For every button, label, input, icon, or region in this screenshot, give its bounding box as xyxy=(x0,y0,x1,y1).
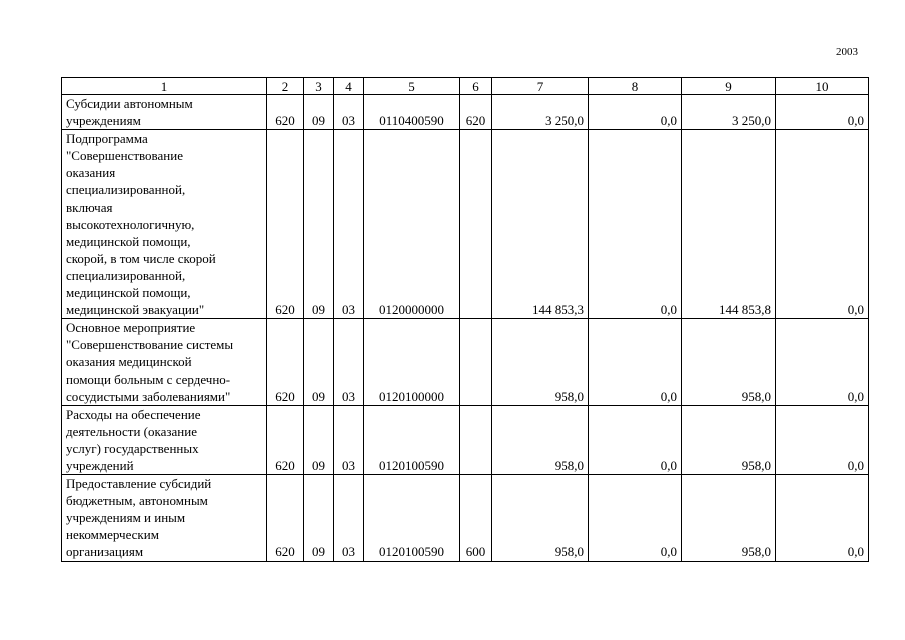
name-line: специализированной, xyxy=(66,267,186,283)
amount-col9: 958,0 xyxy=(682,405,776,474)
amount-col7: 958,0 xyxy=(492,405,589,474)
amount-col7: 958,0 xyxy=(492,475,589,561)
item-name xyxy=(62,95,267,130)
amount-col8: 0,0 xyxy=(589,405,682,474)
amount-col7: 958,0 xyxy=(492,319,589,405)
name-line: высокотехнологичную, xyxy=(66,216,195,232)
name-line: учреждений xyxy=(66,457,134,473)
name-line: "Совершенствование xyxy=(66,148,183,164)
amount-col9: 958,0 xyxy=(682,475,776,561)
header-cell: 1 xyxy=(62,78,267,95)
subsection-code: 03 xyxy=(334,475,364,561)
table-row xyxy=(62,319,869,405)
item-name xyxy=(62,130,267,319)
header-cell: 2 xyxy=(267,78,304,95)
amount-col7: 3 250,0 xyxy=(492,95,589,130)
ministry-code: 620 xyxy=(267,130,304,319)
name-line: деятельности (оказание xyxy=(66,423,197,439)
expense-type-code: 600 xyxy=(460,475,492,561)
name-line: учреждениям и иным xyxy=(66,510,186,526)
amount-col10: 0,0 xyxy=(776,319,869,405)
table-row xyxy=(62,405,869,474)
name-line: "Совершенствование системы xyxy=(66,337,234,353)
section-code: 09 xyxy=(304,95,334,130)
expense-type-code xyxy=(460,130,492,319)
target-article-code: 0120100000 xyxy=(364,319,460,405)
name-line: медицинской помощи, xyxy=(66,285,191,301)
name-line: медицинской помощи, xyxy=(66,233,191,249)
ministry-code: 620 xyxy=(267,95,304,130)
table-row xyxy=(62,475,869,561)
subsection-code: 03 xyxy=(334,95,364,130)
name-line: Предоставление субсидий xyxy=(66,476,212,492)
target-article-code: 0120100590 xyxy=(364,475,460,561)
name-line: включая xyxy=(66,199,113,215)
name-line: специализированной, xyxy=(66,182,186,198)
subsection-code: 03 xyxy=(334,405,364,474)
header-cell: 8 xyxy=(589,78,682,95)
subsection-code: 03 xyxy=(334,319,364,405)
header-row xyxy=(62,78,869,95)
target-article-code: 0110400590 xyxy=(364,95,460,130)
section-code: 09 xyxy=(304,319,334,405)
amount-col8: 0,0 xyxy=(589,475,682,561)
amount-col8: 0,0 xyxy=(589,319,682,405)
name-line: оказания xyxy=(66,165,116,181)
name-line: Субсидии автономным xyxy=(66,96,193,111)
amount-col9: 144 853,8 xyxy=(682,130,776,319)
name-line: помощи больным с сердечно- xyxy=(66,371,231,387)
amount-col8: 0,0 xyxy=(589,95,682,130)
amount-col9: 958,0 xyxy=(682,319,776,405)
name-line: некоммерческим xyxy=(66,527,159,543)
expense-type-code: 620 xyxy=(460,95,492,130)
name-line: Подпрограмма xyxy=(66,131,148,147)
expense-type-code xyxy=(460,405,492,474)
amount-col10: 0,0 xyxy=(776,95,869,130)
name-line: сосудистыми заболеваниями" xyxy=(66,388,231,404)
header-cell: 6 xyxy=(460,78,492,95)
name-line: учреждениям xyxy=(66,113,141,129)
name-line: услуг) государственных xyxy=(66,440,199,456)
header-cell: 10 xyxy=(776,78,869,95)
table-row xyxy=(62,130,869,319)
name-line: организациям xyxy=(66,544,144,560)
budget-table xyxy=(61,77,869,562)
section-code: 09 xyxy=(304,130,334,319)
amount-col8: 0,0 xyxy=(589,130,682,319)
amount-col10: 0,0 xyxy=(776,130,869,319)
header-cell: 3 xyxy=(304,78,334,95)
name-line: оказания медицинской xyxy=(66,354,192,370)
item-name xyxy=(62,405,267,474)
table-row xyxy=(62,95,869,130)
name-line: медицинской эвакуации" xyxy=(66,302,205,318)
name-line: бюджетным, автономным xyxy=(66,493,208,509)
header-cell: 9 xyxy=(682,78,776,95)
amount-col7: 144 853,3 xyxy=(492,130,589,319)
ministry-code: 620 xyxy=(267,405,304,474)
name-line: Расходы на обеспечение xyxy=(66,406,201,422)
amount-col10: 0,0 xyxy=(776,405,869,474)
name-line: скорой, в том числе скорой xyxy=(66,250,216,266)
amount-col9: 3 250,0 xyxy=(682,95,776,130)
page-number: 2003 xyxy=(836,46,858,58)
amount-col10: 0,0 xyxy=(776,475,869,561)
section-code: 09 xyxy=(304,475,334,561)
ministry-code: 620 xyxy=(267,475,304,561)
name-line: Основное мероприятие xyxy=(66,320,196,336)
target-article-code: 0120000000 xyxy=(364,130,460,319)
header-cell: 4 xyxy=(334,78,364,95)
expense-type-code xyxy=(460,319,492,405)
header-cell: 7 xyxy=(492,78,589,95)
section-code: 09 xyxy=(304,405,334,474)
target-article-code: 0120100590 xyxy=(364,405,460,474)
subsection-code: 03 xyxy=(334,130,364,319)
ministry-code: 620 xyxy=(267,319,304,405)
item-name xyxy=(62,319,267,405)
item-name xyxy=(62,475,267,561)
header-cell: 5 xyxy=(364,78,460,95)
